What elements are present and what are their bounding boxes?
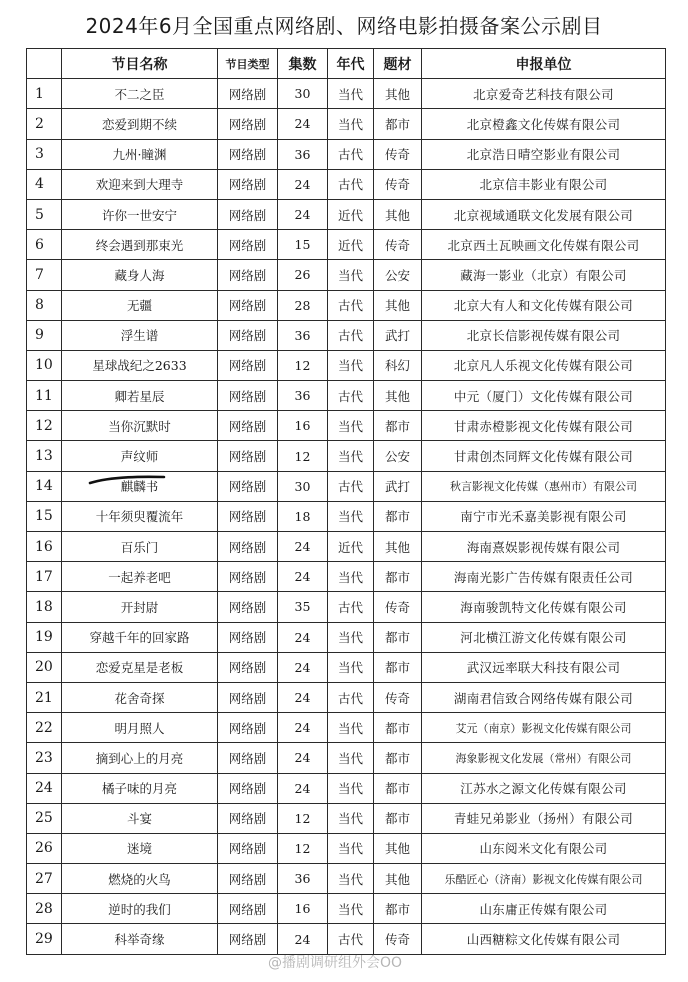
episodes-cell: 12: [278, 350, 328, 380]
episodes-cell: 30: [278, 79, 328, 109]
program-name-cell: 开封尉: [62, 592, 218, 622]
applicant-cell: 海南光影广告传媒有限责任公司: [422, 562, 666, 592]
genre-cell: 都市: [374, 109, 422, 139]
table-row: [27, 924, 666, 954]
row-index-cell: 5: [27, 199, 62, 229]
applicant-cell: 甘肃赤橙影视文化传媒有限公司: [422, 411, 666, 441]
table-row: [27, 381, 666, 411]
episodes-cell: 12: [278, 833, 328, 863]
row-index-cell: 29: [27, 924, 62, 954]
row-index-cell: 26: [27, 833, 62, 863]
program-type-cell: 网络剧: [218, 199, 278, 229]
table-row: [27, 562, 666, 592]
row-index-cell: 15: [27, 501, 62, 531]
table-row: [27, 199, 666, 229]
table-row: [27, 803, 666, 833]
program-type-cell: 网络剧: [218, 260, 278, 290]
program-type-cell: 网络剧: [218, 79, 278, 109]
program-name-cell: 明月照人: [62, 713, 218, 743]
episodes-cell: 18: [278, 501, 328, 531]
program-type-cell: 网络剧: [218, 562, 278, 592]
program-name-cell: 迷境: [62, 833, 218, 863]
episodes-cell: 24: [278, 199, 328, 229]
episodes-cell: 26: [278, 260, 328, 290]
table-row: [27, 743, 666, 773]
table-row: [27, 139, 666, 169]
header-applicant: 申报单位: [422, 49, 666, 79]
genre-cell: 武打: [374, 320, 422, 350]
program-type-cell: 网络剧: [218, 833, 278, 863]
era-cell: 当代: [328, 79, 374, 109]
applicant-cell: 北京信丰影业有限公司: [422, 169, 666, 199]
episodes-cell: 35: [278, 592, 328, 622]
table-row: [27, 682, 666, 712]
program-name-cell: 百乐门: [62, 532, 218, 562]
applicant-cell: 湖南君信致合网络传媒有限公司: [422, 682, 666, 712]
genre-cell: 都市: [374, 622, 422, 652]
program-name-cell: 恋爱克星是老板: [62, 652, 218, 682]
program-name-cell: 斗宴: [62, 803, 218, 833]
genre-cell: 公安: [374, 441, 422, 471]
row-index-cell: 11: [27, 381, 62, 411]
episodes-cell: 36: [278, 139, 328, 169]
program-type-cell: 网络剧: [218, 350, 278, 380]
table-row: [27, 652, 666, 682]
applicant-cell: 北京橙鑫文化传媒有限公司: [422, 109, 666, 139]
program-name-cell: 许你一世安宁: [62, 199, 218, 229]
era-cell: 近代: [328, 230, 374, 260]
header-program-type: 节目类型: [218, 49, 278, 79]
program-type-cell: 网络剧: [218, 743, 278, 773]
era-cell: 古代: [328, 169, 374, 199]
program-name-cell: 欢迎来到大理寺: [62, 169, 218, 199]
era-cell: 当代: [328, 864, 374, 894]
program-type-cell: 网络剧: [218, 652, 278, 682]
episodes-cell: 28: [278, 290, 328, 320]
program-name-cell: 燃烧的火鸟: [62, 864, 218, 894]
genre-cell: 传奇: [374, 682, 422, 712]
era-cell: 当代: [328, 743, 374, 773]
genre-cell: 其他: [374, 833, 422, 863]
era-cell: 古代: [328, 924, 374, 954]
era-cell: 当代: [328, 260, 374, 290]
era-cell: 当代: [328, 713, 374, 743]
table-row: [27, 109, 666, 139]
episodes-cell: 24: [278, 743, 328, 773]
era-cell: 当代: [328, 350, 374, 380]
era-cell: 当代: [328, 894, 374, 924]
table-row: [27, 501, 666, 531]
genre-cell: 传奇: [374, 169, 422, 199]
applicant-cell: 中元（厦门）文化传媒有限公司: [422, 381, 666, 411]
row-index-cell: 14: [27, 471, 62, 501]
row-index-cell: 16: [27, 532, 62, 562]
genre-cell: 都市: [374, 562, 422, 592]
era-cell: 古代: [328, 381, 374, 411]
header-index: [27, 49, 62, 79]
episodes-cell: 16: [278, 411, 328, 441]
header-genre: 题材: [374, 49, 422, 79]
genre-cell: 其他: [374, 290, 422, 320]
row-index-cell: 3: [27, 139, 62, 169]
genre-cell: 其他: [374, 199, 422, 229]
program-name-cell: 花舍奇探: [62, 682, 218, 712]
era-cell: 古代: [328, 320, 374, 350]
program-type-cell: 网络剧: [218, 169, 278, 199]
table-row: [27, 230, 666, 260]
applicant-cell: 艾元（南京）影视文化传媒有限公司: [422, 713, 666, 743]
applicant-cell: 北京凡人乐视文化传媒有限公司: [422, 350, 666, 380]
era-cell: 当代: [328, 109, 374, 139]
genre-cell: 传奇: [374, 924, 422, 954]
program-name-cell: 麒麟书: [62, 471, 218, 501]
era-cell: 当代: [328, 773, 374, 803]
era-cell: 古代: [328, 290, 374, 320]
genre-cell: 传奇: [374, 592, 422, 622]
program-type-cell: 网络剧: [218, 411, 278, 441]
program-name-cell: 恋爱到期不续: [62, 109, 218, 139]
genre-cell: 科幻: [374, 350, 422, 380]
row-index-cell: 9: [27, 320, 62, 350]
era-cell: 古代: [328, 592, 374, 622]
program-type-cell: 网络剧: [218, 109, 278, 139]
program-name-cell: 九州·瞳渊: [62, 139, 218, 169]
watermark: @播剧调研组外会OO: [268, 955, 403, 971]
era-cell: 古代: [328, 139, 374, 169]
episodes-cell: 24: [278, 682, 328, 712]
applicant-cell: 秋言影视文化传媒（惠州市）有限公司: [422, 471, 666, 501]
row-index-cell: 23: [27, 743, 62, 773]
applicant-cell: 北京西土瓦映画文化传媒有限公司: [422, 230, 666, 260]
row-index-cell: 8: [27, 290, 62, 320]
era-cell: 当代: [328, 441, 374, 471]
table-row: [27, 471, 666, 501]
genre-cell: 都市: [374, 743, 422, 773]
genre-cell: 公安: [374, 260, 422, 290]
row-index-cell: 24: [27, 773, 62, 803]
episodes-cell: 24: [278, 652, 328, 682]
era-cell: 近代: [328, 199, 374, 229]
applicant-cell: 海南熹娱影视传媒有限公司: [422, 532, 666, 562]
program-type-cell: 网络剧: [218, 532, 278, 562]
row-index-cell: 25: [27, 803, 62, 833]
era-cell: 当代: [328, 411, 374, 441]
genre-cell: 其他: [374, 864, 422, 894]
genre-cell: 都市: [374, 501, 422, 531]
program-type-cell: 网络剧: [218, 894, 278, 924]
row-index-cell: 19: [27, 622, 62, 652]
table-row: [27, 260, 666, 290]
row-index-cell: 18: [27, 592, 62, 622]
program-name-cell: 摘到心上的月亮: [62, 743, 218, 773]
genre-cell: 武打: [374, 471, 422, 501]
row-index-cell: 20: [27, 652, 62, 682]
row-index-cell: 28: [27, 894, 62, 924]
table-row: [27, 290, 666, 320]
applicant-cell: 江苏水之源文化传媒有限公司: [422, 773, 666, 803]
era-cell: 当代: [328, 501, 374, 531]
program-name-cell: 卿若星辰: [62, 381, 218, 411]
program-type-cell: 网络剧: [218, 773, 278, 803]
episodes-cell: 24: [278, 532, 328, 562]
episodes-cell: 24: [278, 713, 328, 743]
table-row: [27, 411, 666, 441]
applicant-cell: 北京爱奇艺科技有限公司: [422, 79, 666, 109]
row-index-cell: 21: [27, 682, 62, 712]
program-name-cell: 科举奇缘: [62, 924, 218, 954]
applicant-cell: 山东庸正传媒有限公司: [422, 894, 666, 924]
row-index-cell: 13: [27, 441, 62, 471]
table-row: [27, 592, 666, 622]
row-index-cell: 27: [27, 864, 62, 894]
drama-filing-table: [26, 48, 666, 955]
genre-cell: 其他: [374, 532, 422, 562]
program-name-cell: 无疆: [62, 290, 218, 320]
genre-cell: 都市: [374, 713, 422, 743]
row-index-cell: 12: [27, 411, 62, 441]
genre-cell: 都市: [374, 411, 422, 441]
genre-cell: 传奇: [374, 139, 422, 169]
applicant-cell: 武汉远率联大科技有限公司: [422, 652, 666, 682]
genre-cell: 都市: [374, 803, 422, 833]
episodes-cell: 30: [278, 471, 328, 501]
applicant-cell: 乐酷匠心（济南）影视文化传媒有限公司: [422, 864, 666, 894]
program-type-cell: 网络剧: [218, 682, 278, 712]
table-row: [27, 169, 666, 199]
table-row: [27, 441, 666, 471]
row-index-cell: 1: [27, 79, 62, 109]
program-name-cell: 终会遇到那束光: [62, 230, 218, 260]
program-type-cell: 网络剧: [218, 139, 278, 169]
program-type-cell: 网络剧: [218, 924, 278, 954]
table-row: [27, 833, 666, 863]
episodes-cell: 12: [278, 803, 328, 833]
program-name-cell: 星球战纪之2633: [62, 350, 218, 380]
applicant-cell: 山西糖粽文化传媒有限公司: [422, 924, 666, 954]
row-index-cell: 22: [27, 713, 62, 743]
era-cell: 当代: [328, 833, 374, 863]
program-type-cell: 网络剧: [218, 592, 278, 622]
episodes-cell: 12: [278, 441, 328, 471]
program-type-cell: 网络剧: [218, 501, 278, 531]
row-index-cell: 10: [27, 350, 62, 380]
episodes-cell: 24: [278, 924, 328, 954]
table-row: [27, 79, 666, 109]
row-index-cell: 4: [27, 169, 62, 199]
program-type-cell: 网络剧: [218, 290, 278, 320]
episodes-cell: 36: [278, 381, 328, 411]
program-type-cell: 网络剧: [218, 320, 278, 350]
table-header-row: [27, 49, 666, 79]
applicant-cell: 海象影视文化发展（常州）有限公司: [422, 743, 666, 773]
program-name-cell: 橘子味的月亮: [62, 773, 218, 803]
program-name-cell: 声纹师: [62, 441, 218, 471]
era-cell: 当代: [328, 562, 374, 592]
table-row: [27, 350, 666, 380]
header-era: 年代: [328, 49, 374, 79]
page-title: 2024年6月全国重点网络剧、网络电影拍摄备案公示剧目: [85, 14, 603, 38]
program-type-cell: 网络剧: [218, 622, 278, 652]
applicant-cell: 南宁市光禾嘉美影视有限公司: [422, 501, 666, 531]
episodes-cell: 24: [278, 109, 328, 139]
applicant-cell: 藏海一影业（北京）有限公司: [422, 260, 666, 290]
genre-cell: 传奇: [374, 230, 422, 260]
program-name-cell: 一起养老吧: [62, 562, 218, 592]
era-cell: 近代: [328, 532, 374, 562]
episodes-cell: 24: [278, 622, 328, 652]
program-name-cell: 穿越千年的回家路: [62, 622, 218, 652]
table-row: [27, 773, 666, 803]
era-cell: 当代: [328, 803, 374, 833]
episodes-cell: 36: [278, 864, 328, 894]
header-episodes: 集数: [278, 49, 328, 79]
program-name-cell: 十年须臾覆流年: [62, 501, 218, 531]
row-index-cell: 17: [27, 562, 62, 592]
genre-cell: 都市: [374, 894, 422, 924]
genre-cell: 都市: [374, 652, 422, 682]
row-index-cell: 6: [27, 230, 62, 260]
applicant-cell: 青蛙兄弟影业（扬州）有限公司: [422, 803, 666, 833]
applicant-cell: 山东阅米文化有限公司: [422, 833, 666, 863]
program-name-cell: 逆时的我们: [62, 894, 218, 924]
era-cell: 古代: [328, 682, 374, 712]
row-index-cell: 2: [27, 109, 62, 139]
program-name-cell: 当你沉默时: [62, 411, 218, 441]
genre-cell: 都市: [374, 773, 422, 803]
program-type-cell: 网络剧: [218, 471, 278, 501]
program-name-cell: 浮生谱: [62, 320, 218, 350]
table-row: [27, 864, 666, 894]
episodes-cell: 36: [278, 320, 328, 350]
era-cell: 当代: [328, 652, 374, 682]
program-type-cell: 网络剧: [218, 441, 278, 471]
genre-cell: 其他: [374, 381, 422, 411]
table-row: [27, 622, 666, 652]
era-cell: 当代: [328, 622, 374, 652]
applicant-cell: 河北横江游文化传媒有限公司: [422, 622, 666, 652]
program-name-cell: 藏身人海: [62, 260, 218, 290]
episodes-cell: 24: [278, 169, 328, 199]
episodes-cell: 16: [278, 894, 328, 924]
table-row: [27, 320, 666, 350]
episodes-cell: 24: [278, 773, 328, 803]
applicant-cell: 北京大有人和文化传媒有限公司: [422, 290, 666, 320]
episodes-cell: 15: [278, 230, 328, 260]
applicant-cell: 甘肃创杰同辉文化传媒有限公司: [422, 441, 666, 471]
applicant-cell: 北京长信影视传媒有限公司: [422, 320, 666, 350]
table-row: [27, 713, 666, 743]
table-row: [27, 894, 666, 924]
program-type-cell: 网络剧: [218, 713, 278, 743]
program-type-cell: 网络剧: [218, 381, 278, 411]
applicant-cell: 海南骏凯特文化传媒有限公司: [422, 592, 666, 622]
table-row: [27, 532, 666, 562]
applicant-cell: 北京浩日晴空影业有限公司: [422, 139, 666, 169]
header-program-name: 节目名称: [62, 49, 218, 79]
era-cell: 古代: [328, 471, 374, 501]
row-index-cell: 7: [27, 260, 62, 290]
episodes-cell: 24: [278, 562, 328, 592]
program-name-cell: 不二之臣: [62, 79, 218, 109]
program-type-cell: 网络剧: [218, 230, 278, 260]
applicant-cell: 北京视域通联文化发展有限公司: [422, 199, 666, 229]
program-type-cell: 网络剧: [218, 864, 278, 894]
genre-cell: 其他: [374, 79, 422, 109]
program-type-cell: 网络剧: [218, 803, 278, 833]
